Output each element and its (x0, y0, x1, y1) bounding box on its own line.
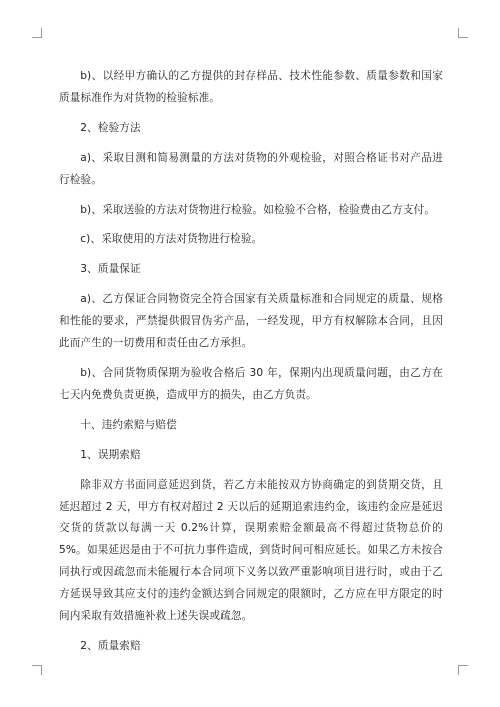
clause-b-warranty: b)、合同货物质保期为验收合格后 30 年，保期内出现质量问题，由乙方在七天内免费负责更换，造成甲方的损失，由乙方负责。 (59, 366, 443, 401)
heading-delay-claim: 1、误期索赔 (80, 448, 141, 461)
crop-mark-top-left (32, 28, 42, 38)
clause-a-quality-standard: a)、乙方保证合同物资完全符合国家有关质量标准和合同规定的质量、规格和性能的要求，严禁提供假冒伪劣产品，一经发现，甲方有权解除本合同，且因此而产生的一切费用和责任由乙方承担。 (59, 293, 443, 350)
clause-c-use-inspection: c)、采取使用的方法对货物进行检验。 (80, 233, 263, 246)
clause-b-standard: b)、以经甲方确认的乙方提供的封存样品、技术性能参数、质量参数和国家质量标准作为对货物的检验标准。 (59, 70, 443, 104)
crop-mark-bottom-left (32, 665, 42, 675)
section-heading-breach: 十、违约索赔与赔偿 (80, 418, 177, 431)
heading-quality-claim: 2、质量索赔 (80, 639, 141, 652)
heading-quality-guarantee: 3、质量保证 (80, 263, 141, 276)
crop-mark-bottom-right (458, 665, 468, 675)
clause-b-lab-inspection: b)、采取送验的方法对货物进行检验。如检验不合格，检验费由乙方支付。 (80, 203, 436, 216)
document-body (59, 66, 443, 658)
clause-a-visual-inspection: a)、采取目测和简易测量的方法对货物的外观检验，对照合格证书对产品进行检验。 (59, 151, 443, 186)
heading-inspection-method: 2、检验方法 (80, 121, 141, 134)
paragraph-delay-claim: 除非双方书面同意延迟到货，若乙方未能按双方协商确定的到货期交货，且延迟超过 2 天，甲方有权对超过 2 天以后的延期追索违约金，该违约金应是延迟交货的货款以每满一天 0.2%计算，误期索赔金额最高不得超过货物总价的 5%。如果延迟是由于不可抗力事件造成，到货时间可相应延长。如果乙方未按合同执行或因疏忽而未能履行本合同项下义务以致严重影响项目进行时，或由于乙方延误导致其应支付的违约金额达到合同规定的限额时，乙方应在甲方限定的时间内采取有效措施补救上述失误或疏忽。 (59, 478, 443, 623)
crop-mark-top-right (458, 28, 468, 38)
